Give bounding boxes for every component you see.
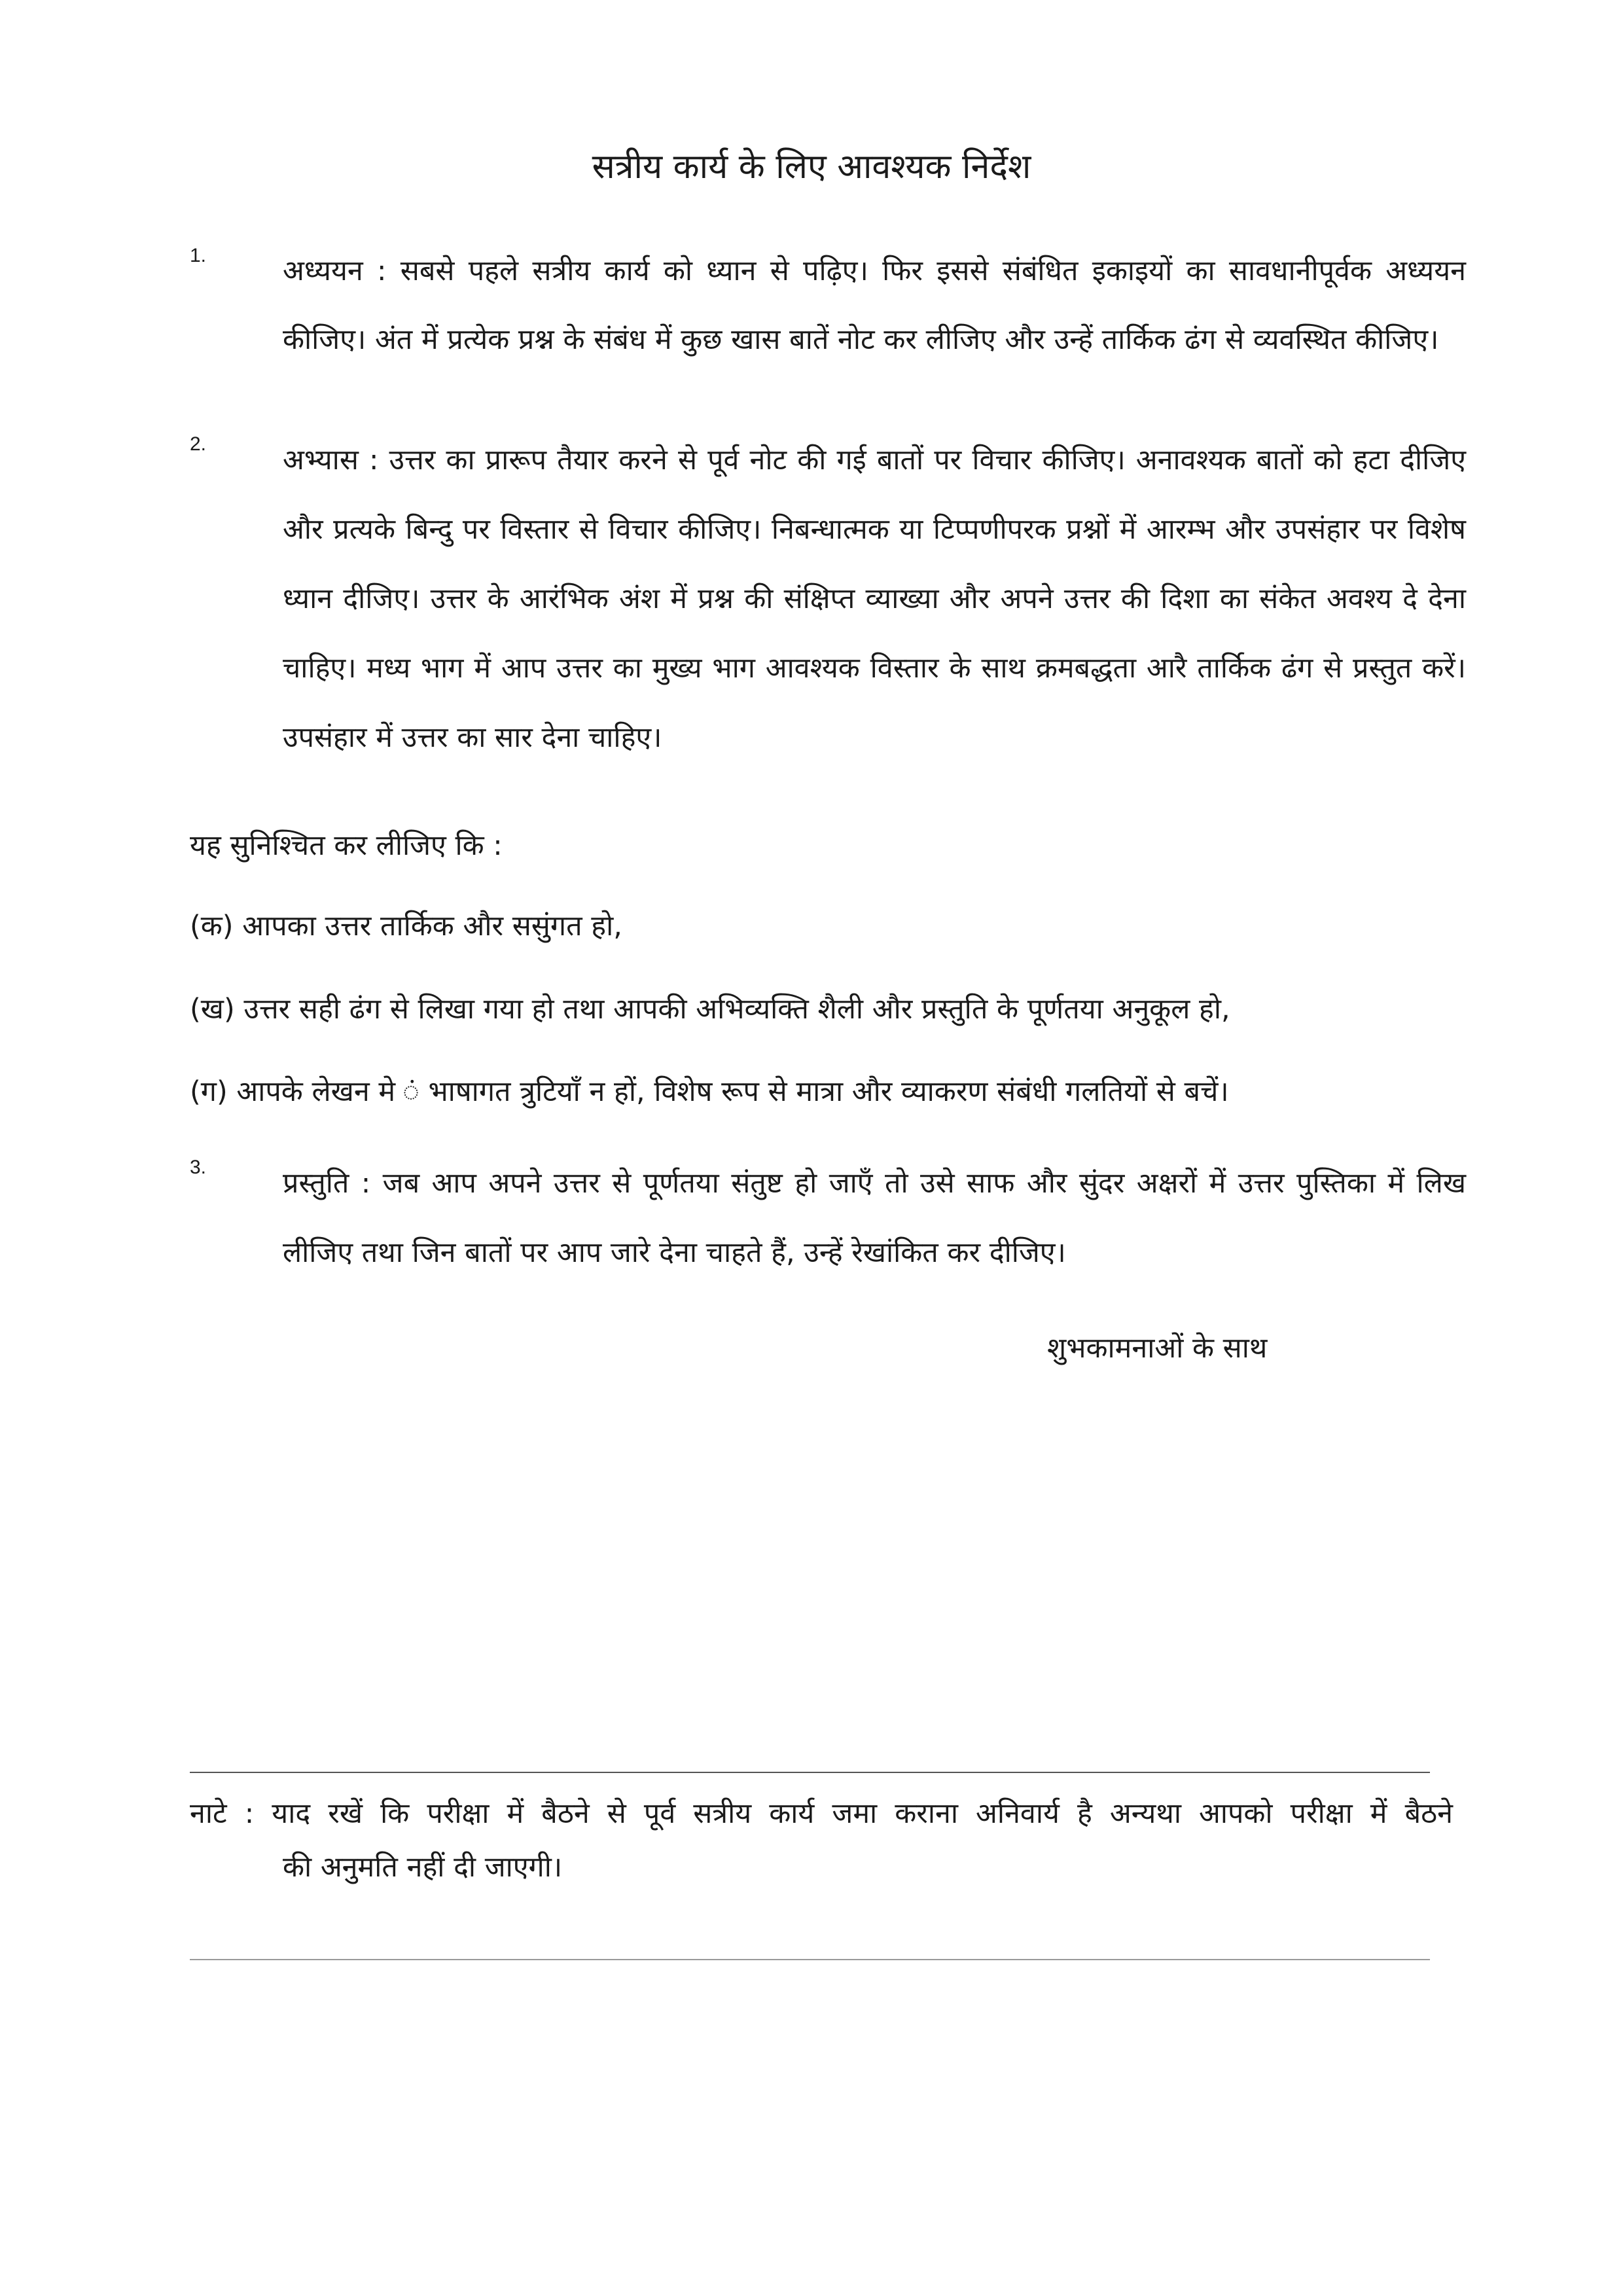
item-text: अध्ययन : सबसे पहले सत्रीय कार्य को ध्यान से पढ़िए। फिर इससे संबंधित इकाइयों का सावधानीपूर्वक अध्ययन कीजिए। अंत में प्रत्येक प्रश्न के संबंध में कुछ खास बातें नोट कर लीजिए और उन्हें तार्किक ढंग से व्यवस्थित कीजिए। — [283, 255, 1466, 356]
note — [190, 1787, 1453, 1894]
item-number: 3. — [190, 1157, 207, 1178]
divider-top — [190, 1772, 1430, 1773]
ensure-point-kha: (ख) उत्तर सही ढंग से लिखा गया हो तथा आपकी अभिव्यक्ति शैली और प्रस्तुति के पूर्णतया अनुकूल हो, — [190, 993, 1230, 1026]
item-text: अभ्यास : उत्तर का प्रारूप तैयार करने से पूर्व नोट की गई बातों पर विचार कीजिए। अनावश्यक बातों को हटा दीजिए और प्रत्यके बिन्दु पर विस्तार से विचार कीजिए। निबन्धात्मक या टिप्पणीपरक प्रश्नों में आरम्भ और उपसंहार पर विशेष ध्यान दीजिए। उत्तर के आरंभिक अंश में प्रश्न की संक्षिप्त व्याख्या और अपने उत्तर की दिशा का संकेत अवश्य दे देना चाहिए। मध्य भाग में आप उत्तर का मुख्य भाग आवश्यक विस्तार के साथ क्रमबद्धता आरै तार्किक ढंग से प्रस्तुत करें। उपसंहार में उत्तर का सार देना चाहिए। — [283, 444, 1466, 754]
instruction-item-practice — [190, 425, 1466, 772]
instruction-item-presentation — [190, 1149, 1466, 1287]
note-line-1: नाटे : याद रखें कि परीक्षा में बैठने से पूर्व सत्रीय कार्य जमा कराना अनिवार्य है अन्यथा आपको परीक्षा में बैठने — [190, 1797, 1453, 1830]
item-number: 1. — [190, 245, 207, 266]
closing-wishes: शुभकामनाओं के साथ — [1047, 1332, 1268, 1365]
instruction-item-study — [190, 237, 1466, 374]
item-number: 2. — [190, 433, 207, 455]
item-text: प्रस्तुति : जब आप अपने उत्तर से पूर्णतया संतुष्ट हो जाएँ तो उसे साफ और सुंदर अक्षरों में उत्तर पुस्तिका में लिख लीजिए तथा जिन बातों पर आप जारे देना चाहते हैं, उन्हें रेखांकित कर दीजिए। — [283, 1167, 1466, 1269]
ensure-point-ka: (क) आपका उत्तर तार्किक और ससुंगत हो, — [190, 910, 622, 942]
divider-bottom — [190, 1959, 1430, 1960]
page-title: सत्रीय कार्य के लिए आवश्यक निर्देश — [592, 147, 1031, 187]
note-line-2: की अनुमति नहीं दी जाएगी। — [283, 1851, 563, 1884]
ensure-intro: यह सुनिश्चित कर लीजिए कि : — [190, 829, 503, 862]
ensure-point-ga: (ग) आपके लेखन मे ं भाषागत त्रुटियाँ न हों, विशेष रूप से मात्रा और व्याकरण संबंधी गलतियों से बचें। — [190, 1075, 1229, 1108]
